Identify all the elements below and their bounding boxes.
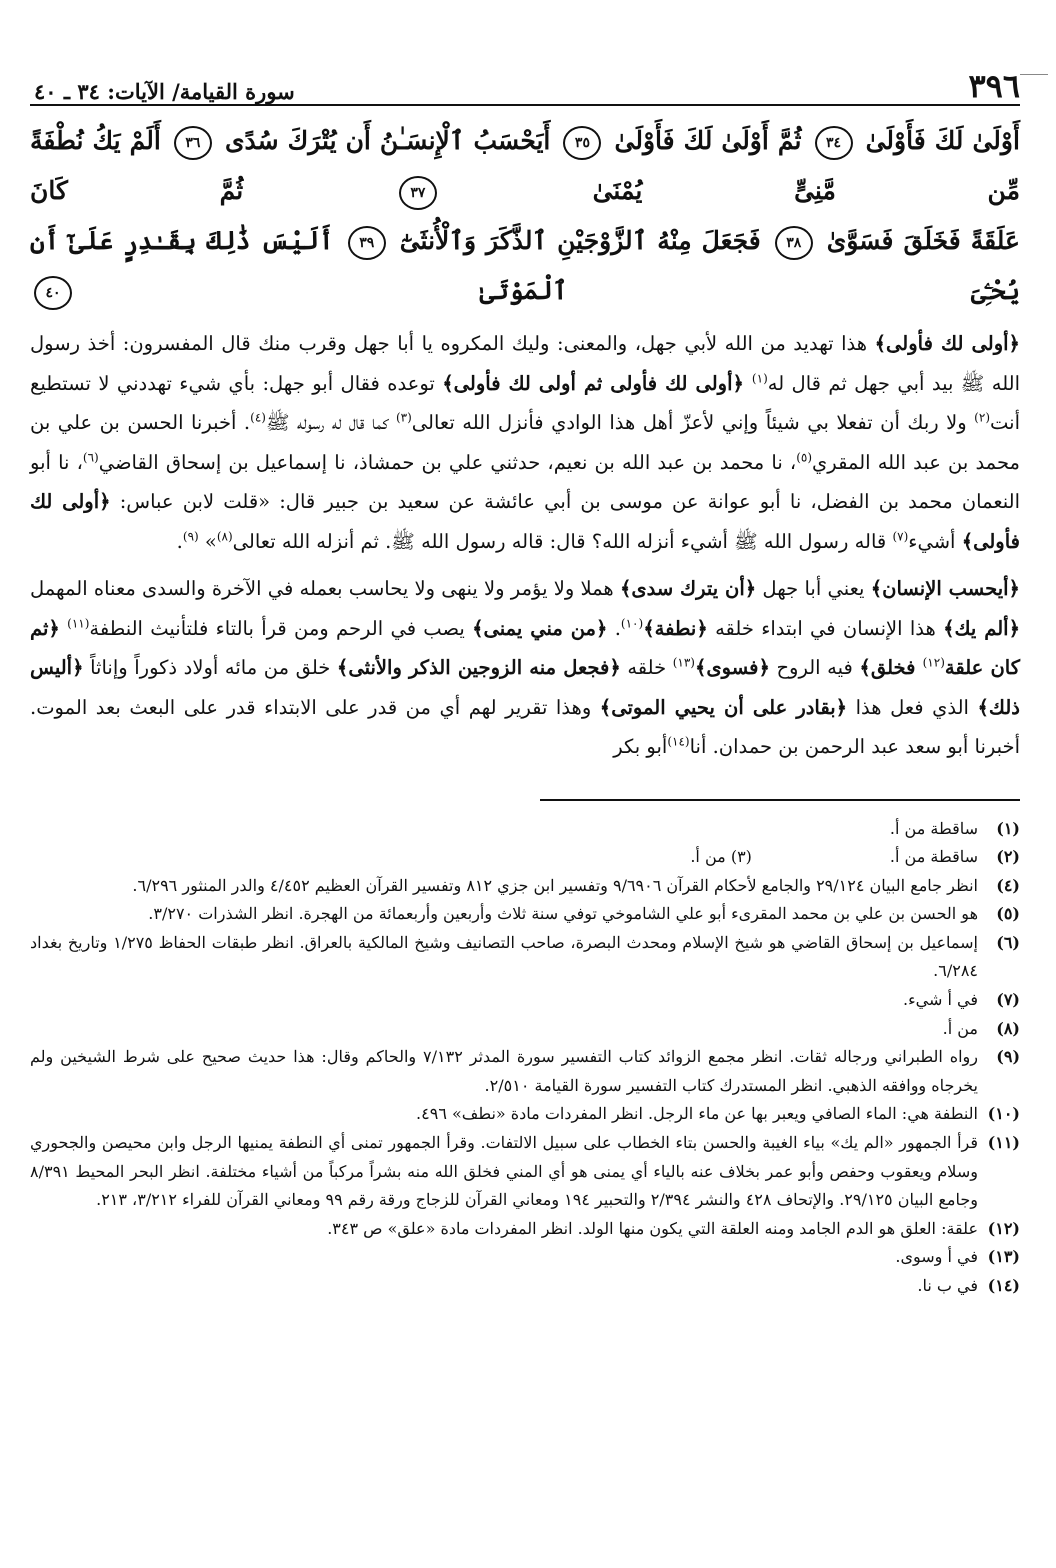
page-corner-mark <box>1020 74 1048 75</box>
footnote-ref[interactable]: (٥) <box>796 450 813 464</box>
footnote-text: انظر جامع البيان ٢٩/١٢٤ والجامع لأحكام القرآن ٩/٦٩٠٦ وتفسير ابن جزي ٨١٢ وتفسير القرآن العظيم ٤/٤٥٢ والدر المنثور ٦/٢٩٦. <box>132 875 978 895</box>
footnote-number: (٢) <box>996 847 1020 867</box>
verse-text: أَيَحْسَبُ ٱلْإِنسَـٰنُ أَن يُتْرَكَ سُدًى <box>224 126 551 155</box>
quran-quote: ﴿نطفة﴾ <box>643 616 708 640</box>
footnote-ref[interactable]: (١٣) <box>672 655 695 670</box>
footnote-ref[interactable]: (١) <box>751 371 768 385</box>
footnote <box>30 1100 1020 1129</box>
verse-line-2 <box>30 216 1020 316</box>
quran-quote: فخلق﴾ <box>859 656 923 679</box>
footnote-text: قرأ الجمهور «الم يك» بياء الغيبة والحسن بتاء الخطاب على سبيل الالتفات. وقرأ الجمهور تمنى أي النطفة يمنيها الرجل وابن محيصن والجحوري وسلام ويعقوب وحفص وأبو عمر بخلاف عنه بالياء أي يمنى هو أي المني فخلق الله منه بشراً مركباً من أشياء مختلفة. انظر البحر المحيط ٨/٣٩١ وجامع البيان ٢٩/١٢٥. والإتحاف ٤٢٨ والنشر ٢/٣٩٤ والتحبير ١٩٤ ومعاني القرآن للزجاج ورقة رقم ٩٩ ومعاني القرآن للفراء ٣/٢١٢، ٢١٣. <box>30 1133 978 1210</box>
footnote-ref[interactable]: (١١) <box>67 616 90 630</box>
footnote <box>30 900 1020 929</box>
commentary-text <box>30 324 1020 767</box>
footnote-text: في ب نا. <box>917 1276 978 1295</box>
footnote-ref[interactable]: (٣) <box>395 410 412 425</box>
footnote-text: ساقطة من أ. <box>889 818 978 838</box>
footnote-number: (٧) <box>996 990 1020 1010</box>
footnote-text: علقة: العلق هو الدم الجامد ومنه العلقة التي يكون منها الولد. انظر المفردات مادة «علق» ص ٣٤٣. <box>327 1218 978 1238</box>
paragraph-text: خلق من مائه أولاد ذكوراً وإناثاً <box>83 656 337 679</box>
paragraph-text: ، نا أبو النعمان محمد بن الفضل، نا أبو عوانة عن موسى بن أبي عائشة عن سعيد بن جبير قال: «قلت لابن عباس: <box>30 450 1021 513</box>
footnote-ref[interactable]: (٨) <box>216 529 233 543</box>
ayah-number-marker: ٣٧ <box>399 176 437 210</box>
commentary-paragraph-2 <box>30 569 1020 767</box>
footnote <box>30 986 1020 1015</box>
footnote-ref[interactable]: (٩) <box>182 529 199 543</box>
paragraph-text: وهذا تقرير لهم أي من قدر على الابتداء قدر على البعث بعد الموت. أخبرنا أبو سعد عبد الرحمن بن حمدان. أنا <box>30 695 1020 758</box>
verse-text: فَجَعَلَ مِنْهُ ٱلزَّوْجَيْنِ ٱلذَّكَرَ وَٱلْأُنثَىٰٓ <box>399 226 761 255</box>
footnote-number: (١٣) <box>987 1247 1020 1267</box>
footnote <box>30 1043 1020 1100</box>
quran-quote: ﴿أولى لك فأولى﴾ <box>874 332 1020 355</box>
footnote-ref[interactable]: (١٤) <box>667 734 690 749</box>
footnote-ref[interactable]: (٦) <box>82 450 99 464</box>
paragraph-text: هملا ولا يؤمر ولا ينهى ولا يحاسب بعمله في الآخرة والسدى معناه المهمل <box>30 577 620 600</box>
footnote-inline <box>689 843 752 872</box>
quran-quote: ﴿أليس ذلك﴾ <box>30 656 1020 719</box>
verse-text: أَوْلَىٰ لَكَ فَأَوْلَىٰ <box>865 126 1020 155</box>
ayah-number-marker: ٣٨ <box>775 226 813 260</box>
page-number: ٣٩٦ <box>968 67 1020 105</box>
quran-verses <box>30 116 1020 316</box>
footnote-text: في أ وسوى. <box>895 1247 978 1267</box>
paragraph-text: أبو بكر <box>613 735 668 758</box>
footnote-text: ساقطة من أ. <box>889 847 978 867</box>
paragraph-text: كما قال له رسوله ﷺ <box>265 411 396 434</box>
ayah-number-marker: ٣٦ <box>174 126 212 160</box>
quran-quote: ﴿فجعل منه الزوجين الذكر والأنثى﴾ <box>336 656 621 679</box>
footnote-number: (١٢) <box>987 1218 1020 1238</box>
footnote <box>30 815 1020 844</box>
footnote-ref[interactable]: (٤) <box>250 410 266 425</box>
footnote-number: (٩) <box>996 1047 1021 1067</box>
footnote-number: (١١) <box>987 1133 1020 1153</box>
verse-text: ثُمَّ كَانَ <box>30 176 244 205</box>
footnote-number: (١٠) <box>987 1104 1020 1124</box>
footnote <box>30 929 1020 986</box>
paragraph-text: الذي فعل هذا <box>847 695 978 719</box>
footnote-text: في أ شيء. <box>903 990 978 1010</box>
verse-text: أَلَمْ يَكُ نُطْفَةً مِّن مَّنِىٍّ يُمْنَىٰ <box>30 126 1020 205</box>
paragraph-text: يصب في الرحم ومن قرأ بالتاء فلتأنيث النطفة <box>89 616 473 640</box>
footnote-number: (٣) <box>730 847 752 867</box>
footnote <box>30 1272 1020 1301</box>
paragraph-text: خلقه <box>620 656 673 679</box>
paragraph-text: يعني أبا جهل <box>756 577 871 600</box>
quran-quote: ﴿ثم كان علقة <box>30 616 1020 679</box>
paragraph-text: . <box>176 529 183 553</box>
quran-quote: ﴿أن يترك سدى﴾ <box>619 577 757 600</box>
quran-quote: ﴿أيحسب الإنسان﴾ <box>870 577 1020 600</box>
paragraph-text: توعده فقال أبو جهل: بأي شيء تهددني لا تستطيع أنت <box>30 371 1020 434</box>
running-header <box>30 50 1020 106</box>
footnote <box>30 1129 1020 1215</box>
book-page <box>30 50 1020 1301</box>
paragraph-text: » <box>198 529 217 553</box>
quran-quote: ﴿فسوى﴾ <box>694 656 770 679</box>
ayah-number-marker: ٣٤ <box>815 126 853 160</box>
ayah-number-marker: ٣٥ <box>563 126 601 160</box>
verse-line-1 <box>30 116 1020 216</box>
footnote-separator <box>540 799 1020 801</box>
paragraph-text: قاله رسول الله ﷺ أشيء أنزله الله؟ قال: قاله رسول الله ﷺ. ثم أنزله الله تعالى <box>232 529 893 553</box>
quran-quote: ﴿أولى لك فأولى ثم أولى لك فأولى﴾ <box>442 371 752 395</box>
paragraph-text: . <box>607 616 621 640</box>
footnote-number: (١) <box>996 818 1020 838</box>
footnote <box>30 1243 1020 1272</box>
surah-verses-title: سورة القيامة/ الآيات: ٣٤ ـ ٤٠ <box>34 79 295 104</box>
ayah-number-marker: ٤٠ <box>34 276 72 310</box>
paragraph-text: أشيء <box>908 529 962 553</box>
quran-quote: ﴿من مني يمنى﴾ <box>472 616 608 640</box>
verse-text: أَلَيْسَ ذَٰلِكَ بِقَـٰدِرٍ عَلَىٰٓ أَن يُحْـِۧىَ ٱلْمَوْتَىٰ <box>30 226 1020 305</box>
footnote-text: النطفة هي: الماء الصافي ويعبر بها عن ماء الرجل. انظر المفردات مادة «نطف» ٤٩٦. <box>416 1104 978 1124</box>
footnote-number: (١٤) <box>987 1276 1020 1295</box>
quran-quote: ﴿أولى لك فأولى﴾ <box>30 490 1020 553</box>
paragraph-text: هذا الإنسان في ابتداء خلقه <box>707 616 944 640</box>
footnote <box>30 1015 1020 1044</box>
paragraph-text: ، نا محمد بن عبد الله بن نعيم، حدثني علي بن حمشاذ، نا إسماعيل بن إسحاق القاضي <box>98 450 797 474</box>
footnote <box>30 872 1020 901</box>
verse-text: ثُمَّ أَوْلَىٰ لَكَ فَأَوْلَىٰ <box>614 126 802 155</box>
footnotes <box>30 815 1020 1301</box>
paragraph-text: ولا ربك أن تفعلا بي شيئاً وإني لأعزّ أهل هذا الوادي فأنزل الله تعالى <box>411 411 975 434</box>
ayah-number-marker: ٣٩ <box>348 226 386 260</box>
footnote-number: (٨) <box>996 1018 1020 1038</box>
verse-text: عَلَقَةً فَخَلَقَ فَسَوَّىٰ <box>826 226 1020 255</box>
footnote-number: (٥) <box>996 904 1020 924</box>
quran-quote: ﴿بقادر على أن يحيي الموتى﴾ <box>599 695 848 719</box>
commentary-paragraph-1 <box>30 324 1020 561</box>
quran-quote: ﴿ألم يك﴾ <box>943 616 1020 640</box>
footnote-text: إسماعيل بن إسحاق القاضي هو شيخ الإسلام ومحدث البصرة، صاحب التصانيف وشيخ المالكية بالعراق. انظر طبقات الحفاظ ١/٢٧٥ وتاريخ بغداد ٦/٢٨٤. <box>30 932 978 981</box>
paragraph-text: . أخبرنا الحسن بن علي بن محمد بن عبد الله المقري <box>30 411 1020 474</box>
paragraph-text: هذا تهديد من الله لأبي جهل، والمعنى: وليك المكروه يا أبا جهل وقرب منك قال المفسرون: أخذ رسول الله ﷺ بيد أبي جهل ثم قال له <box>30 332 1021 395</box>
footnote-text: هو الحسن بن علي بن محمد المقرىء أبو علي الشاموخي توفي سنة ثلاث وأربعين وأربعمائة من الهجرة. انظر الشذرات ٣/٢٧٠. <box>148 904 978 924</box>
footnote-text: من أ. <box>690 847 726 867</box>
paragraph-text: فيه الروح <box>769 656 860 679</box>
footnote <box>30 1215 1020 1244</box>
footnote-ref[interactable]: (٢) <box>974 410 990 425</box>
footnote-ref[interactable]: (٧) <box>892 529 909 543</box>
footnote-number: (٤) <box>996 875 1020 895</box>
footnote <box>30 843 1020 872</box>
footnote-number: (٦) <box>996 932 1020 952</box>
footnote-ref[interactable]: (١٠) <box>620 616 644 630</box>
footnote-text: من أ. <box>942 1018 978 1038</box>
footnote-text: رواه الطبراني ورجاله ثقات. انظر مجمع الزوائد كتاب التفسير سورة المدثر ٧/١٣٢ والحاكم وقال: هذا حديث صحيح على شرط الشيخين ولم يخرجاه ووافقه الذهبي. انظر المستدرك كتاب التفسير سورة القيامة ٢/٥١٠. <box>30 1047 979 1095</box>
footnote-ref[interactable]: (١٢) <box>922 655 945 670</box>
